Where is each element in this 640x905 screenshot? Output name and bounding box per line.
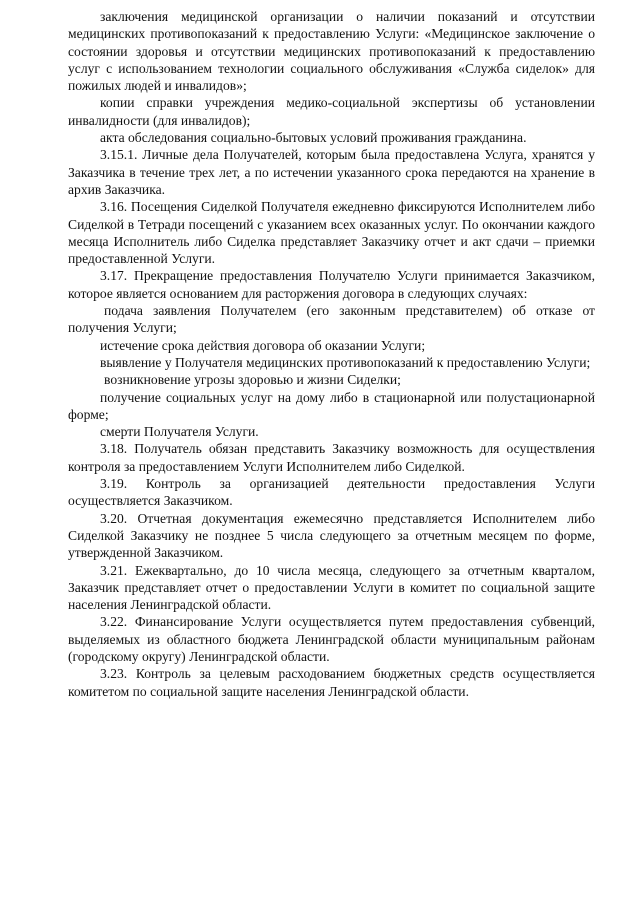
list-item-application: подача заявления Получателем (его законным представителем) об отказе от получения Услуги; — [68, 303, 595, 336]
paragraph-3-20: 3.20. Отчетная документация ежемесячно представляется Исполнителем либо Сиделкой Заказчику не позднее 5 числа следующего за отчетным месяцем по форме, утвержденной Заказчиком. — [68, 510, 595, 561]
paragraph-3-21: 3.21. Ежеквартально, до 10 числа месяца, следующего за отчетным кварталом, Заказчик представляет отчет о предоставлении Услуги в комитет по социальной защите населения Ленинградской области. — [68, 562, 595, 613]
paragraph-3-16: 3.16. Посещения Сиделкой Получателя ежедневно фиксируются Исполнителем либо Сиделкой в Тетради посещений с указанием всех оказанных услуг. По окончании каждого месяца Исполнитель либо Сиделка представляет Заказчику отчет и акт сдачи – приемки предоставленной Услуги. — [68, 199, 595, 267]
paragraph-conclusion-continued: заключения медицинской организации о наличии показаний и отсутствии медицинских противопоказаний к предоставлению Услуги: «Медицинское заключение о состоянии здоровья и отсутствии медицинских противопоказаний к предоставлению услуг с использованием технологии социального обслуживания «Служба сиделок» для пожилых людей и инвалидов»; — [68, 9, 595, 94]
list-item-contract-expiry: истечение срока действия договора об оказании Услуги; — [100, 337, 426, 353]
paragraph-inspection-act: акта обследования социально-бытовых условий проживания гражданина. — [100, 130, 527, 146]
paragraph-3-22: 3.22. Финансирование Услуги осуществляется путем предоставления субвенций, выделяемых из областного бюджета Ленинградской области муниципальным районам (городскому округу) Ленинградской области. — [68, 614, 595, 664]
list-item-contraindications: выявление у Получателя медицинских противопоказаний к предоставлению Услуги; — [100, 354, 591, 370]
list-item-social-services: получение социальных услуг на дому либо в стационарной или полустационарной форме; — [68, 389, 595, 422]
list-item-threat: возникновение угрозы здоровью и жизни Сиделки; — [104, 372, 401, 388]
paragraph-disability-certificate: копии справки учреждения медико-социальной экспертизы об установлении инвалидности (для инвалидов); — [68, 95, 595, 128]
paragraph-3-15-1: 3.15.1. Личные дела Получателей, которым была предоставлена Услуга, хранятся у Заказчика в течение трех лет, а по истечении указанного срока передаются на хранение в архив Заказчика. — [68, 147, 595, 197]
document-page — [68, 8, 595, 700]
paragraph-3-17: 3.17. Прекращение предоставления Получателю Услуги принимается Заказчиком, которое является основанием для расторжения договора в следующих случаях: — [68, 268, 595, 301]
paragraph-3-18: 3.18. Получатель обязан представить Заказчику возможность для осуществления контроля за предоставлением Услуги Исполнителем либо Сиделкой. — [68, 441, 595, 474]
list-item-death: смерти Получателя Услуги. — [100, 424, 259, 440]
paragraph-3-19: 3.19. Контроль за организацией деятельности предоставления Услуги осуществляется Заказчиком. — [68, 476, 595, 509]
paragraph-3-23: 3.23. Контроль за целевым расходованием бюджетных средств осуществляется комитетом по социальной защите населения Ленинградской области. — [68, 666, 595, 699]
